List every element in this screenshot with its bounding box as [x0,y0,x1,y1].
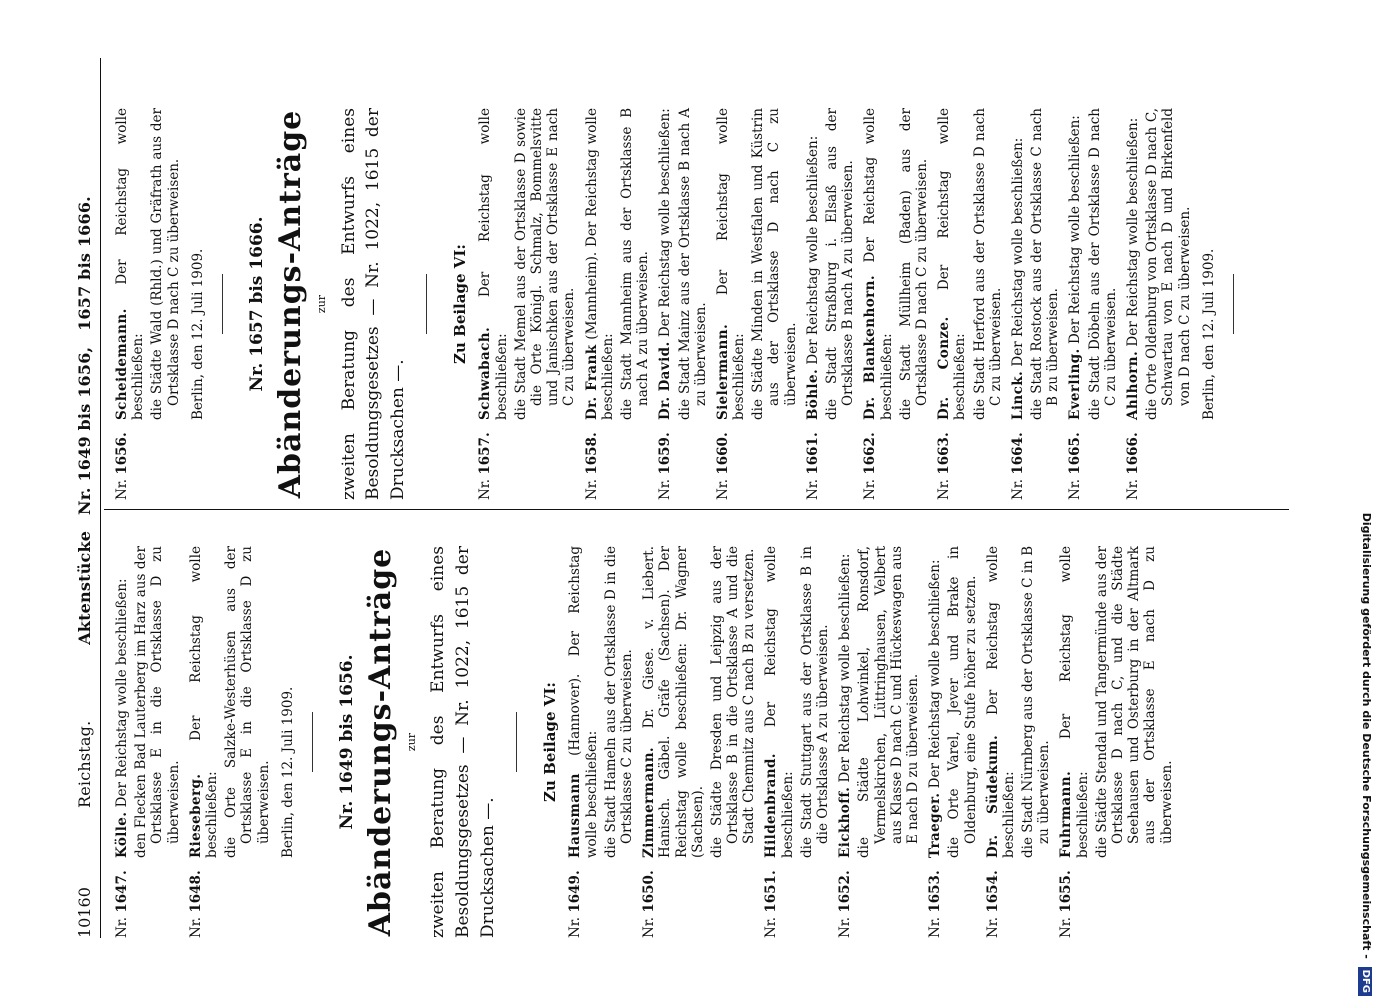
motion-number: 1649. [567,870,584,913]
section-description: zweiten Beratung des Entwurfs eines Besoldungsgesetzes — Nr. 1022, 1615 der Drucksachen —. [428,546,498,938]
speaker-name: Ahlhorn. [1125,350,1141,420]
motion-entry: Nr. 1647. Kölle. Der Reichstag wolle beschließen: [114,578,130,938]
motion-text: die Stadt Straßburg i. Elsaß aus der Ortsklasse B nach A zu überweisen. [824,108,857,420]
motion-text: die Stadt Rostock aus der Ortsklasse C nach B zu überweisen. [1029,108,1062,420]
motion-text: die Stadt Mainz aus der Ortsklasse B nach A zu überweisen. [676,108,709,420]
motion-entry: Nr. 1655. Fuhrmann. Der Reichstag wolle beschließen: [1058,546,1091,938]
separator-rule [1233,274,1234,334]
motion-number: 1659. [657,432,674,475]
motion-text: die Orte Salzke-Westerhüsen aus der Ortsklasse E in die Ortsklasse D zu überweisen. [223,546,272,858]
motion-lead: Dr. Giese. v. Liebert. Hanisch. Gäbel. Gräfe (Sachsen). Der Reichstag wolle beschließen: [641,546,690,858]
motion-text: die Städte Wald (Rhld.) und Gräfrath aus der Ortsklasse D nach C zu überweisen. [149,108,182,420]
digitization-credit [1355,6,1377,996]
right-column [108,108,1258,500]
motion-text: die Stadt Stuttgart aus der Ortsklasse B in die Ortsklasse A zu überweisen. [798,546,831,858]
motion-lead: Der Reichstag wolle beschließen: [1125,117,1141,347]
motion-number: 1648. [187,870,204,913]
speaker-name: Böhle. [804,368,821,420]
section-description: zweiten Beratung des Entwurfs eines Besoldungsgesetzes — Nr. 1022, 1615 der Drucksachen —. [338,108,408,500]
speaker-name: Kölle. [114,811,130,858]
date-line: Berlin, den 12. Juli 1909. [189,248,206,420]
dfg-logo: DFG [1358,967,1372,996]
speaker-name: Traeger. [927,792,944,858]
motion-text: die Orte Oldenburg von Ortsklasse D nach C, Schwartau von E nach D und Birkenfeld von D nach C zu überweisen. [1144,108,1193,420]
motion-entry: Nr. 1661. Böhle. Der Reichstag wolle beschließen: [804,135,821,500]
motion-lead: Der Reichstag wolle beschließen: [114,108,147,420]
separator-rule [222,274,223,334]
motion-number: 1657. [477,432,494,475]
motion-lead: Der Reichstag wolle beschließen: [714,108,748,420]
motion-lead: Der Reichstag wolle beschließen: [804,135,821,365]
motion-lead: Der Reichstag wolle beschließen: [1009,137,1026,367]
motion-lead: Der Reichstag wolle beschließen: [862,108,895,420]
motion-text: die Städte Lohwinkel, Ronsdorf, Vermelskirchen, Lüttringhausen, Velbert aus Klasse D nach C und Hückeswagen aus E nach D zu überweisen. [856,546,921,858]
motion-number: 1653. [927,870,944,913]
motion-entry: Nr. 1650. Zimmermann. Dr. Giese. v. Liebert. Hanisch. Gäbel. Gräfe (Sachsen). Der Reichstag wolle beschließen: Dr. Wagner (Sachsen). [641,546,706,938]
motion-number: 1665. [1067,432,1084,475]
section-zur: zur [405,732,419,752]
motion-number: 1647. [114,870,130,913]
motion-lead: Der Reichstag wolle beschließen: [927,559,944,789]
date-line: Berlin, den 12. Juli 1909. [279,686,296,858]
speaker-name: Rieseberg. [187,773,204,858]
motion-lead: Der Reichstag wolle beschließen: [1058,546,1091,858]
motion-text: die Stadt Mannheim aus der Ortsklasse B nach A zu überweisen. [618,108,652,420]
motion-text: die Städte Minden in Westfalen und Küstrin aus der Ortsklasse D nach C zu überweisen. [750,108,799,420]
speaker-name: Schwabach. [477,326,494,420]
motion-entry: Nr. 1664. Linck. Der Reichstag wolle beschließen: [1009,137,1026,500]
motion-entry: Nr. 1656. Scheidemann. Der Reichstag wolle beschließen: [114,108,147,500]
separator-rule [312,712,313,772]
motion-number: 1658. [583,432,600,475]
speaker-name: Dr. Conze. [936,316,953,420]
speaker-name: Linck. [1009,370,1026,420]
header-title-part: 1657 bis 1666. [74,196,94,331]
speaker-name: Dr. Frank [583,344,600,420]
motion-text: die Stadt Herford aus der Ortsklasse D nach C zu überweisen. [971,108,1004,420]
motion-number: 1666. [1125,432,1141,475]
speaker-name: Dr. Blankenhorn. [862,275,879,420]
motion-lead: Der Reichstag wolle beschließen: [984,546,1017,858]
subsection-heading: Zu Beilage VI: [541,682,560,802]
motion-entry: Nr. 1648. Rieseberg. Der Reichstag wolle beschließen: [187,546,220,938]
motion-lead: Der Reichstag wolle beschließen: [837,553,854,783]
speaker-name: Hausmann [567,773,584,858]
motion-number: 1651. [763,870,780,913]
motion-entry: Nr. 1654. Dr. Südekum. Der Reichstag wolle beschließen: [984,546,1017,938]
separator-rule [516,712,517,772]
motion-text: die Stadt Nürnberg aus der Ortsklasse C in B zu überweisen. [1020,546,1053,858]
motion-text: die Stadt Döbeln aus der Ortsklasse D nach C zu überweisen. [1086,108,1119,420]
speaker-name: Everling. [1067,348,1084,420]
motion-lead: Der Reichstag wolle beschließen: [763,546,796,858]
date-line: Berlin, den 12. Juli 1909. [1200,248,1217,420]
section-title: Nr. 1649 bis 1656. [336,654,357,830]
motion-number: 1663. [936,432,953,475]
header-title-part: Aktenstücke [74,530,94,645]
speaker-name: Zimmermann. [641,746,658,858]
motion-lead: Der Reichstag wolle beschließen: [657,108,674,338]
motion-text: die Städte Stendal und Tangermünde aus der Ortsklasse D nach C, und die Städte Seehausen und Osterburg in der Altmark aus der Ortsklasse E nach D zu überweisen. [1093,546,1175,858]
motion-number: 1664. [1009,432,1026,475]
left-column [108,546,1258,938]
page-number: 10160 [74,887,94,938]
motion-text: die Stadt Müllheim (Baden) aus der Ortsklasse D nach C zu überweisen. [897,108,930,420]
speaker-name: Eickhoff. [837,786,854,858]
motion-entry: Nr. 1663. Dr. Conze. Der Reichstag wolle beschließen: [936,108,969,500]
credit-text: Digitalisierung gefördert durch die Deutsche Forschungsgemeinschaft - [1360,512,1373,959]
motion-entry: Nr. 1651. Hildenbrand. Der Reichstag wolle beschließen: [763,546,796,938]
motion-lead: Der Reichstag wolle beschließen: [114,578,130,808]
motion-lead: Der Reichstag wolle beschließen: [1067,115,1084,345]
motion-lead: (Mannheim). Der Reichstag wolle beschließen: [583,108,616,420]
section-heading: Abänderungs-Anträge [363,547,399,937]
motion-number: 1661. [804,432,821,475]
page-title [75,186,94,808]
header-left-label: Reichstag. [74,720,94,808]
section-title: Nr. 1657 bis 1666. [246,216,267,392]
motion-entry: Nr. 1665. Everling. Der Reichstag wolle beschließen: [1067,115,1084,500]
motion-text: den Flecken Bad Lauterberg im Harz aus der Ortsklasse E in die Ortsklasse D zu überweisen. [133,546,182,858]
header-title-part: Nr. 1649 bis 1656, [74,346,94,516]
motion-number: 1656. [114,432,130,475]
motion-text: die Orte Varel, Jever und Brake in Oldenburg, eine Stufe höher zu setzen. [946,546,979,858]
motion-text: die Stadt Memel aus der Ortsklasse D sowie die Orte Königl. Schmalz, Bommelsvitte und Janischken aus der Ortsklasse E nach C zu überweisen. [512,108,578,420]
separator-rule [426,274,427,334]
motion-text: die Städte Dresden und Leipzig aus der Ortsklasse B in die Ortsklasse A und die Stadt Chemnitz aus C nach B zu versetzen. [708,546,758,858]
motion-number: 1655. [1058,870,1075,913]
speaker-name: Sielermann. [714,323,731,420]
speaker-name: Dr. Südekum. [984,734,1001,858]
speaker-name: Scheidemann. [114,308,130,420]
motion-entry: Nr. 1653. Traeger. Der Reichstag wolle beschließen: [927,559,944,938]
speaker-name: Fuhrmann. [1058,770,1075,858]
motion-lead: Der Reichstag wolle beschließen: [187,546,220,858]
motion-entry: Nr. 1660. Sielermann. Der Reichstag wolle beschließen: [714,108,748,500]
subsection-heading: Zu Beilage VI: [451,244,470,364]
motion-number: 1660. [714,432,731,475]
motion-number: 1654. [984,870,1001,913]
motion-lead-extra: Dr. Wagner (Sachsen). [673,546,706,858]
motion-entry: Nr. 1662. Dr. Blankenhorn. Der Reichstag wolle beschließen: [862,108,895,500]
motion-entry: Nr. 1657. Schwabach. Der Reichstag wolle beschließen: [477,108,510,500]
motion-lead: (Hannover). Der Reichstag wolle beschließen: [567,546,600,858]
speaker-name: Dr. David. [657,341,674,420]
motion-text: die Stadt Hameln aus der Ortsklasse D in die Ortsklasse C zu überweisen. [602,546,635,858]
motion-lead: Der Reichstag wolle beschließen: [477,108,510,420]
section-heading: Abänderungs-Anträge [273,109,309,499]
motion-entry: Nr. 1658. Dr. Frank (Mannheim). Der Reichstag wolle beschließen: [583,108,616,500]
section-zur: zur [315,294,329,314]
motion-entry: Nr. 1652. Eickhoff. Der Reichstag wolle beschließen: [837,553,854,938]
motion-lead: Der Reichstag wolle beschließen: [936,108,969,420]
motion-number: 1652. [837,870,854,913]
motion-number: 1662. [862,432,879,475]
motion-entry: Nr. 1649. Hausmann (Hannover). Der Reichstag wolle beschließen: [567,546,600,938]
motion-number: 1650. [641,870,658,913]
page-header [66,58,101,938]
speaker-name: Hildenbrand. [763,753,780,858]
motion-entry: Nr. 1666. Ahlhorn. Der Reichstag wolle beschließen: [1125,117,1141,500]
motion-entry: Nr. 1659. Dr. David. Der Reichstag wolle beschließen: [657,108,674,500]
column-divider [104,509,1289,510]
